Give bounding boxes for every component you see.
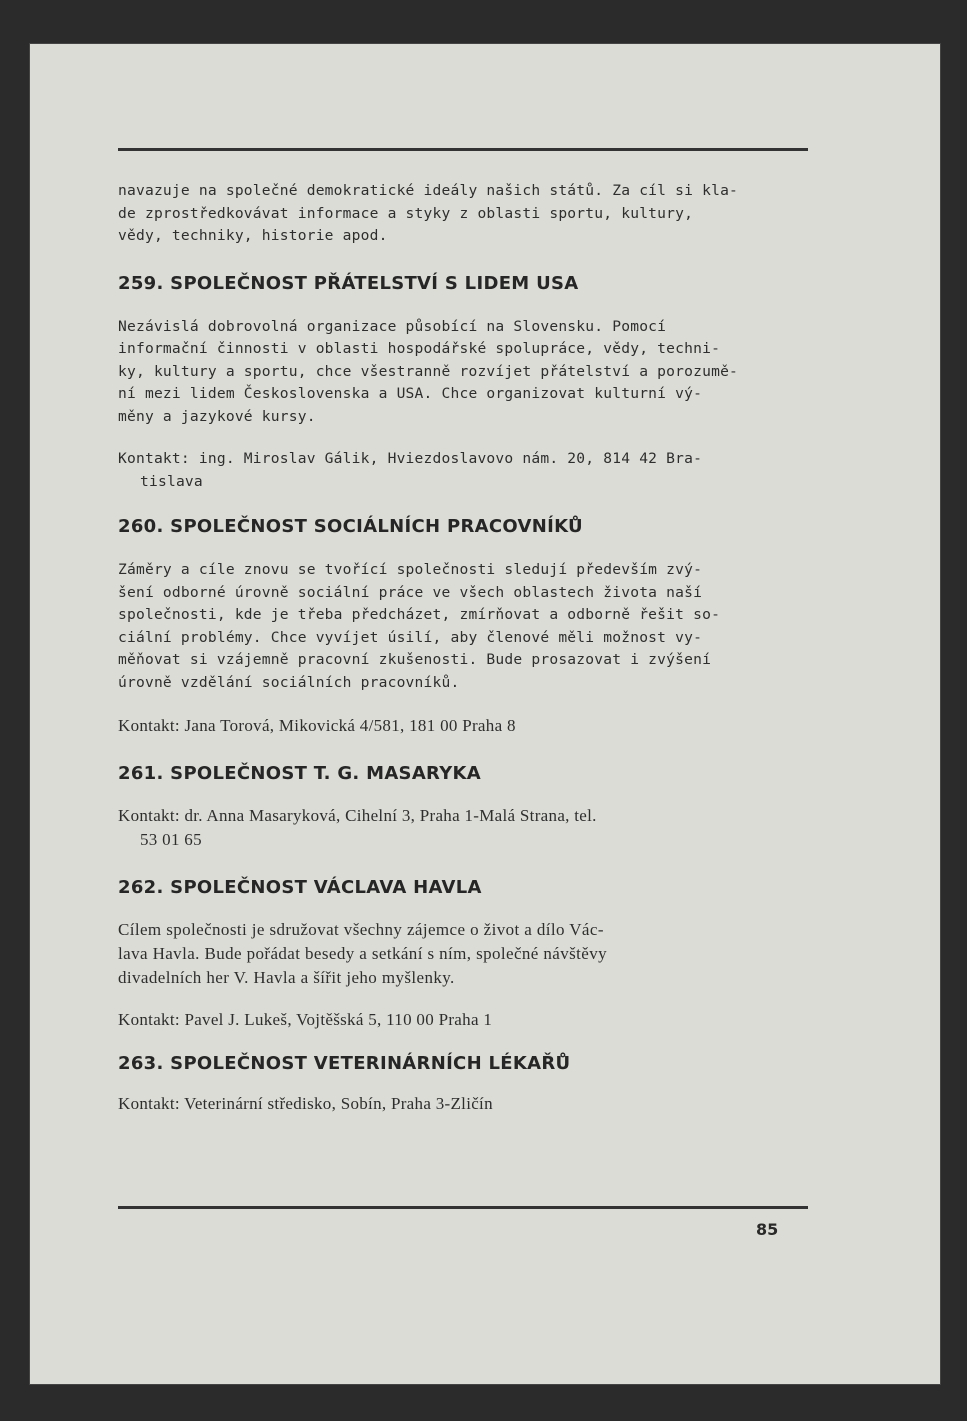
contact-line: 53 01 65 (140, 830, 202, 849)
contact-line: tislava (140, 472, 203, 490)
contact-line: Kontakt: Pavel J. Lukeš, Vojtěšská 5, 110 00 Praha 1 (118, 1010, 493, 1029)
section-263 (118, 1052, 808, 1116)
contact-line: Kontakt: Veterinární středisko, Sobín, Praha 3-Zličín (118, 1094, 493, 1113)
section-body (118, 918, 808, 990)
section-heading: 263. SPOLEČNOST VETERINÁRNÍCH LÉKAŘŮ (118, 1053, 571, 1074)
section-heading: 259. SPOLEČNOST PŘÁTELSTVÍ S LIDEM USA (118, 272, 579, 294)
text-line: informační činnosti v oblasti hospodářské spolupráce, vědy, techni- (118, 340, 721, 357)
text-line: společnosti, kde je třeba předcházet, zmírňovat a odborně řešit so- (118, 606, 721, 623)
section-261 (118, 762, 808, 852)
intro-paragraph (118, 180, 808, 248)
text-line: vědy, techniky, historie apod. (118, 227, 388, 244)
section-heading: 260. SPOLEČNOST SOCIÁLNÍCH PRACOVNÍKŮ (118, 516, 583, 537)
section-contact (118, 1008, 808, 1032)
page-number: 85 (756, 1220, 779, 1239)
text-line: Nezávislá dobrovolná organizace působící na Slovensku. Pomocí (118, 317, 667, 335)
section-contact (118, 714, 808, 738)
text-line: měňovat si vzájemně pracovní zkušenosti. Bude prosazovat i zvýšení (118, 651, 712, 668)
text-line: ní mezi lidem Československa a USA. Chce organizovat kulturní vý- (118, 385, 703, 402)
section-260 (118, 515, 808, 738)
section-contact (118, 448, 808, 493)
section-heading: 262. SPOLEČNOST VÁCLAVA HAVLA (118, 877, 482, 898)
section-body (118, 559, 808, 694)
section-body (118, 316, 808, 429)
page-content (118, 180, 808, 1116)
section-259 (118, 272, 808, 494)
text-line: navazuje na společné demokratické ideály našich států. Za cíl si kla- (118, 182, 739, 199)
text-line: de zprostředkovávat informace a styky z oblasti sportu, kultury, (118, 204, 694, 222)
text-line: Cílem společnosti je sdružovat všechny zájemce o život a dílo Vác- (118, 920, 604, 939)
contact-line: Kontakt: Jana Torová, Mikovická 4/581, 181 00 Praha 8 (118, 716, 516, 735)
text-line: měny a jazykové kursy. (118, 407, 316, 425)
text-line: ciální problémy. Chce vyvíjet úsilí, aby členové měli možnost vy- (118, 628, 703, 646)
text-line: ky, kultury a sportu, chce všestranně rozvíjet přátelství a porozumě- (118, 362, 739, 380)
section-contact (118, 804, 808, 852)
text-line: Záměry a cíle znovu se tvořící společnosti sledují především zvý- (118, 561, 703, 578)
text-line: divadelních her V. Havla a šířit jeho myšlenky. (118, 968, 455, 987)
section-contact (118, 1092, 808, 1116)
text-line: šení odborné úrovně sociální práce ve všech oblastech života naší (118, 583, 703, 601)
document-page (30, 44, 940, 1384)
bottom-rule (118, 1206, 808, 1209)
section-heading: 261. SPOLEČNOST T. G. MASARYKA (118, 763, 482, 784)
text-line: úrovně vzdělání sociálních pracovníků. (118, 673, 460, 691)
section-262 (118, 876, 808, 1032)
text-line: lava Havla. Bude pořádat besedy a setkání s ním, společné návštěvy (118, 944, 608, 963)
contact-line: Kontakt: ing. Miroslav Gálik, Hviezdoslavovo nám. 20, 814 42 Bra- (118, 450, 703, 467)
top-rule (118, 148, 808, 151)
contact-line: Kontakt: dr. Anna Masaryková, Cihelní 3, Praha 1-Malá Strana, tel. (118, 806, 597, 825)
